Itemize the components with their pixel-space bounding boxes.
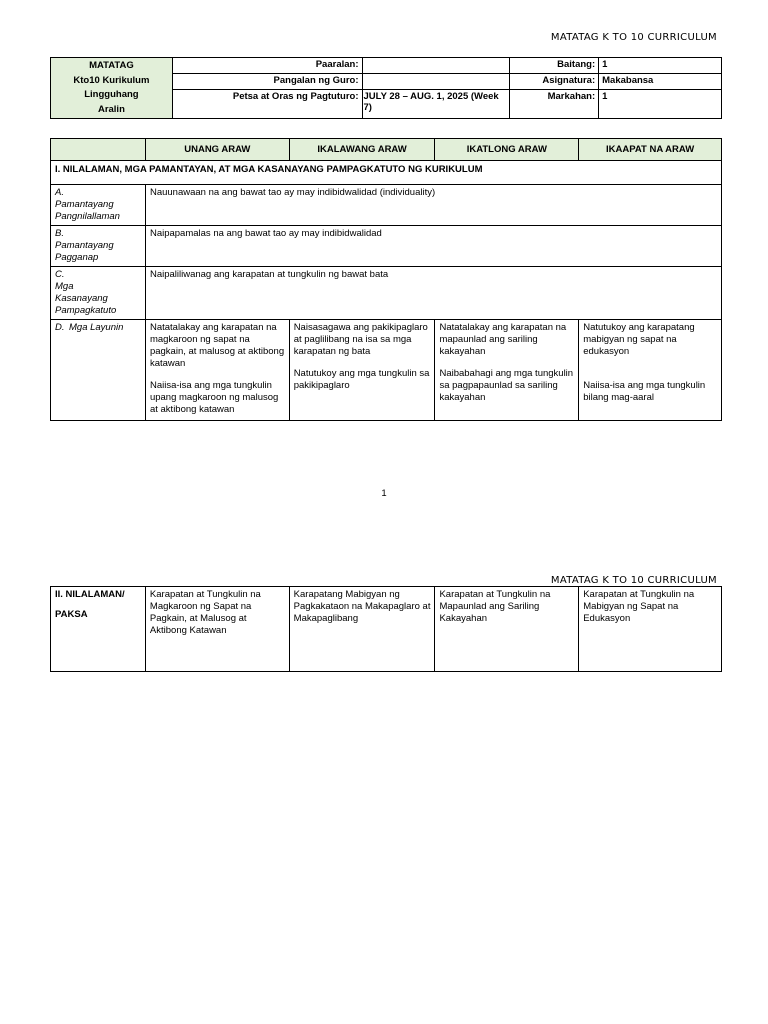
row-label-text: PAKSA [55, 609, 88, 620]
school-value [362, 58, 510, 74]
table-row [51, 185, 722, 226]
row-label-text: Pamantayang Pagganap [55, 240, 114, 263]
title-line: Kto10 Kurikulum [73, 74, 150, 86]
section-heading: I. NILALAMAN, MGA PAMANTAYAN, AT MGA KASANAYANG PAMPAGKATUTO NG KURIKULUM [51, 161, 722, 185]
objective-text: Naiisa-isa ang mga tungkulin upang magkaroon ng malusog at aktibong katawan [149, 380, 279, 415]
quarter-label: Markahan: [510, 90, 599, 119]
curriculum-header: MATATAG K TO 10 CURRICULUM [550, 32, 717, 43]
lesson-info-table [50, 57, 722, 119]
objective-text: Natutukoy ang karapatang mabigyan ng sapat na edukasyon [583, 322, 695, 357]
row-label [51, 185, 146, 226]
day-header: IKATLONG ARAW [435, 139, 579, 161]
objective-cell [145, 320, 289, 421]
days-header-row [51, 139, 722, 161]
lesson-title-cell [51, 58, 173, 119]
day-header: UNANG ARAW [145, 139, 289, 161]
content-topic-table [50, 586, 722, 672]
table-row [51, 267, 722, 320]
table-row [51, 226, 722, 267]
objective-text: Naisasagawa ang pakikipaglaro at paglilibang na isa sa mga karapatan ng bata [293, 322, 428, 357]
teacher-value [362, 74, 510, 90]
row-letter: A. [55, 187, 64, 198]
grade-label: Baitang: [510, 58, 599, 74]
day-header: IKAAPAT NA ARAW [579, 139, 722, 161]
school-label: Paaralan: [172, 58, 362, 74]
grade-value: 1 [599, 58, 722, 74]
title-line: MATATAG [89, 60, 134, 71]
date-value: JULY 28 – AUG. 1, 2025 (Week 7) [362, 90, 510, 119]
objective-text: Natatalakay ang karapatan na magkaroon ng sapat na pagkain, at malusog at aktibong katawan [149, 322, 285, 369]
empty-header-cell [51, 139, 146, 161]
page-number: 1 [381, 488, 387, 499]
objective-cell [579, 320, 722, 421]
table-row [51, 320, 722, 421]
content-standard: Nauunawaan na ang bawat tao ay may indibidwalidad (individuality) [145, 185, 721, 226]
row-label-text: Mga Kasanayang Pampagkatuto [55, 281, 117, 316]
learning-competency: Naipaliliwanag ang karapatan at tungkulin ng bawat bata [145, 267, 721, 320]
quarter-value: 1 [599, 90, 722, 119]
topic-cell: Karapatan at Tungkulin na Magkaroon ng Sapat na Pagkain, at Malusog at Aktibong Katawan [145, 587, 289, 672]
row-label [51, 226, 146, 267]
teacher-label: Pangalan ng Guro: [172, 74, 362, 90]
objective-cell [435, 320, 579, 421]
row-label [51, 320, 146, 421]
row-letter: C. [55, 269, 65, 280]
objective-text: Natatalakay ang karapatan na mapaunlad ang sariling kakayahan [439, 322, 567, 357]
row-letter: D. [55, 322, 65, 333]
row-label-text: Pamantayang Pangnilallaman [55, 199, 120, 222]
lesson-plan-table [50, 138, 722, 421]
row-letter: B. [55, 228, 64, 239]
date-label: Petsa at Oras ng Pagtuturo: [172, 90, 362, 119]
title-line: Aralin [97, 103, 125, 115]
performance-standard: Naipapamalas na ang bawat tao ay may indibidwalidad [145, 226, 721, 267]
curriculum-header: MATATAG K TO 10 CURRICULUM [550, 575, 717, 586]
row-label [51, 267, 146, 320]
row-label-text: Mga Layunin [69, 322, 124, 333]
row-label-text: II. NILALAMAN/ [55, 589, 125, 600]
objective-text: Naibabahagi ang mga tungkulin sa pagpapaunlad sa sariling kakayahan [439, 368, 574, 403]
subject-value: Makabansa [599, 74, 722, 90]
day-header: IKALAWANG ARAW [289, 139, 435, 161]
objective-text: Natutukoy ang mga tungkulin sa pakikipaglaro [293, 368, 430, 391]
title-line: Lingguhang [84, 89, 139, 100]
topic-cell: Karapatan at Tungkulin na Mapaunlad ang Sariling Kakayahan [435, 587, 579, 672]
subject-label: Asignatura: [510, 74, 599, 90]
objective-cell [289, 320, 435, 421]
topic-cell: Karapatang Mabigyan ng Pagkakataon na Makapaglaro at Makapaglibang [289, 587, 435, 672]
objective-text: Naiisa-isa ang mga tungkulin bilang mag-aaral [583, 380, 706, 403]
table-row [51, 587, 722, 672]
row-label [51, 587, 146, 672]
topic-cell: Karapatan at Tungkulin na Mabigyan ng Sapat na Edukasyon [579, 587, 722, 672]
